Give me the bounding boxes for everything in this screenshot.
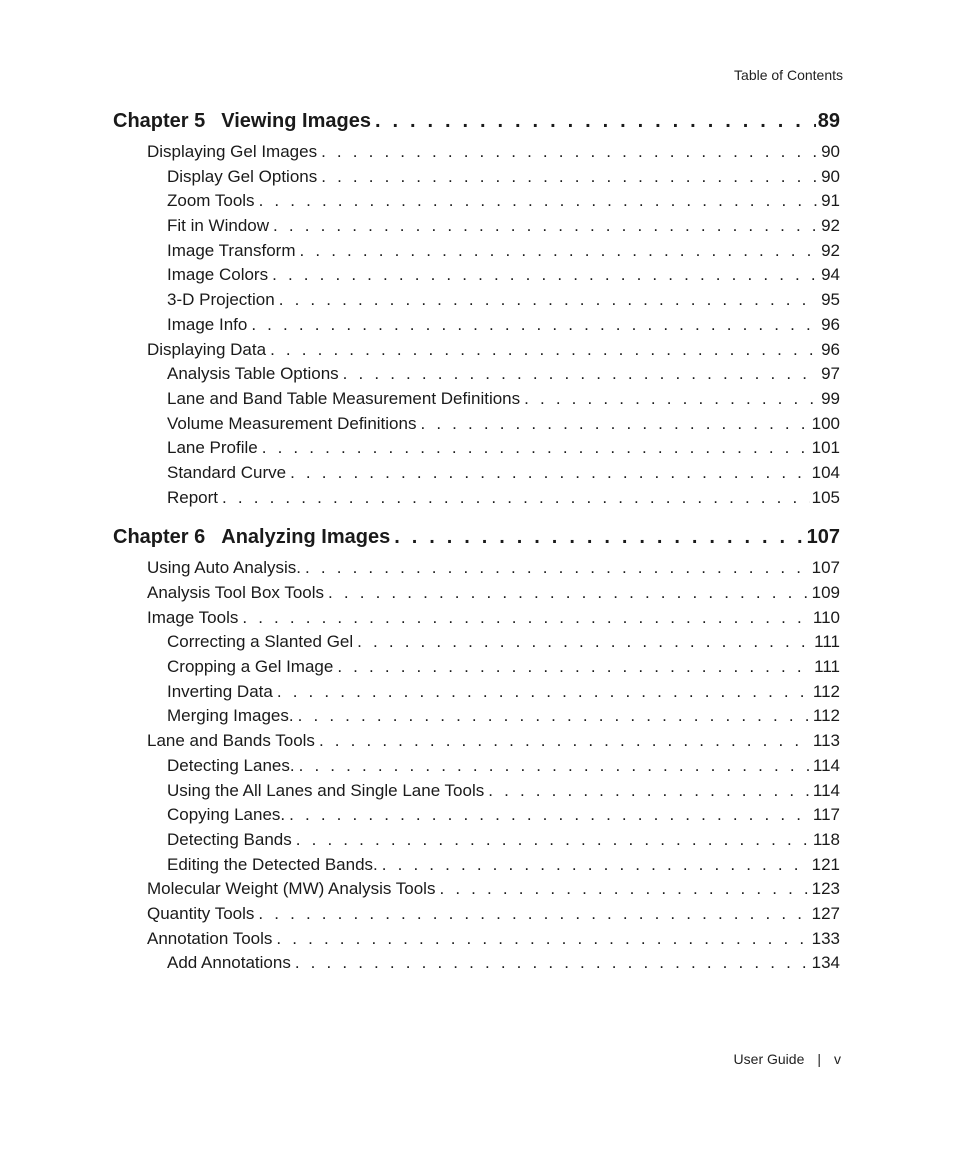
toc-entry-label: Using the All Lanes and Single Lane Tools <box>167 780 485 800</box>
toc-entry-page-number: 107 <box>811 558 840 578</box>
dot-leader <box>328 583 810 603</box>
toc-entry-page-number: 114 <box>812 780 840 800</box>
toc-entry[interactable] <box>113 682 840 707</box>
dot-leader <box>279 290 819 310</box>
toc-entry-label: Cropping a Gel Image <box>167 657 334 677</box>
toc-entry-page-number: 112 <box>812 706 840 726</box>
toc-entry-label: Display Gel Options <box>167 166 318 186</box>
toc-entry-page-number: 96 <box>821 314 840 334</box>
dot-leader <box>337 657 812 677</box>
dot-leader <box>319 731 811 751</box>
dot-leader <box>277 682 811 702</box>
toc-entry[interactable] <box>113 488 840 513</box>
toc-entry[interactable] <box>113 879 840 904</box>
footer-page-number: v <box>834 1051 841 1067</box>
toc-entry-page-number: 127 <box>811 903 840 923</box>
toc-entry-label: Molecular Weight (MW) Analysis Tools <box>147 879 436 899</box>
dot-leader <box>272 265 819 285</box>
toc-entry-page-number: 111 <box>814 632 840 652</box>
toc-entry[interactable] <box>113 756 840 781</box>
toc-entry[interactable] <box>113 805 840 830</box>
toc-entry-label: Image Colors <box>167 265 269 285</box>
dot-leader <box>296 830 811 850</box>
toc-entry-label: Inverting Data <box>167 681 273 701</box>
footer-guide-label: User Guide <box>733 1051 805 1067</box>
dot-leader <box>270 340 819 360</box>
chapter-page-number: 89 <box>817 110 840 132</box>
toc-entry[interactable] <box>113 583 840 608</box>
dot-leader <box>375 110 816 133</box>
dot-leader <box>273 216 819 236</box>
toc-entry-label: Image Tools <box>147 607 239 627</box>
toc-entry-page-number: 133 <box>811 928 840 948</box>
page-footer <box>734 1051 841 1067</box>
toc-entry[interactable] <box>113 167 840 192</box>
toc-entry-label: Lane and Bands Tools <box>147 731 315 751</box>
toc-entry-page-number: 114 <box>812 755 840 775</box>
toc-entry-page-number: 101 <box>811 438 840 458</box>
dot-leader <box>321 167 819 187</box>
toc-entry-label: Analysis Tool Box Tools <box>147 583 325 602</box>
toc-entry[interactable] <box>113 904 840 929</box>
toc-entry-page-number: 92 <box>821 216 840 236</box>
dot-leader <box>251 315 819 335</box>
dot-leader <box>290 463 810 483</box>
toc-entry-page-number: 97 <box>821 364 840 384</box>
toc-entry-page-number: 113 <box>812 731 840 751</box>
toc-entry[interactable] <box>113 463 840 488</box>
toc-entry-page-number: 99 <box>821 388 840 408</box>
toc-entry-label: Analysis Table Options <box>167 364 339 384</box>
toc-entry-page-number: 109 <box>811 583 840 602</box>
toc-entry[interactable] <box>113 389 840 414</box>
toc-entry[interactable] <box>113 855 840 880</box>
toc-entry-page-number: 100 <box>811 413 840 433</box>
toc-entry[interactable] <box>113 142 840 167</box>
dot-leader <box>488 781 811 801</box>
dot-leader <box>420 414 809 434</box>
toc-entry[interactable] <box>113 265 840 290</box>
toc-entry-page-number: 118 <box>812 829 840 849</box>
dot-leader <box>222 488 810 508</box>
toc-entry-page-number: 112 <box>812 681 840 701</box>
toc-entry[interactable] <box>113 558 840 583</box>
toc-entry-label: Quantity Tools <box>147 903 255 923</box>
toc-entry-label: Detecting Bands <box>167 829 292 849</box>
chapter-page-number: 107 <box>806 526 840 549</box>
toc-entry-label: Standard Curve <box>167 462 287 482</box>
toc-entry-label: Report <box>167 487 219 507</box>
toc-entry-page-number: 96 <box>821 339 840 359</box>
toc-entry[interactable] <box>113 340 840 365</box>
toc-entry-page-number: 104 <box>811 462 840 482</box>
dot-leader <box>300 241 820 261</box>
toc-entry-page-number: 92 <box>821 240 840 260</box>
toc-entry-page-number: 134 <box>811 953 840 973</box>
toc-entry-page-number: 110 <box>812 607 840 627</box>
toc-entry-label: Zoom Tools <box>167 191 255 211</box>
toc-entry-label: Lane and Band Table Measurement Definitions <box>167 388 521 408</box>
chapter-5 <box>113 110 840 512</box>
toc-entry[interactable] <box>113 953 840 978</box>
chapter-heading[interactable] <box>113 110 840 142</box>
dot-leader <box>382 855 810 875</box>
chapter-number: Chapter 5 <box>113 110 206 132</box>
toc-entry-label: Correcting a Slanted Gel <box>167 632 354 652</box>
toc-entry-page-number: 111 <box>814 657 840 677</box>
toc-entry-page-number: 95 <box>821 290 840 310</box>
toc-entry-label: Detecting Lanes. <box>167 755 295 775</box>
dot-leader <box>357 632 812 652</box>
dot-leader <box>276 929 809 949</box>
toc-entry-page-number: 117 <box>812 805 840 825</box>
dot-leader <box>258 904 809 924</box>
dot-leader <box>242 608 811 628</box>
toc-entry-page-number: 90 <box>821 142 840 161</box>
toc-entry-label: Lane Profile <box>167 438 258 458</box>
toc-entry[interactable] <box>113 632 840 657</box>
toc-entry-label: Merging Images. <box>167 706 294 726</box>
chapter-entries <box>113 142 840 512</box>
toc-entry-label: Volume Measurement Definitions <box>167 413 417 433</box>
toc-entry[interactable] <box>113 216 840 241</box>
dot-leader <box>439 879 809 899</box>
toc-entry-page-number: 91 <box>821 191 840 211</box>
toc-entry-label: Displaying Data <box>147 339 267 359</box>
chapter-entries <box>113 558 840 978</box>
toc-entry[interactable] <box>113 830 840 855</box>
dot-leader <box>295 953 810 973</box>
toc-entry[interactable] <box>113 191 840 216</box>
dot-leader <box>321 142 819 162</box>
toc-entry[interactable] <box>113 290 840 315</box>
toc-entry-label: Editing the Detected Bands. <box>167 854 378 874</box>
dot-leader <box>524 389 819 409</box>
chapter-title: Analyzing Images <box>221 526 391 549</box>
dot-leader <box>343 364 819 384</box>
chapter-heading[interactable] <box>113 526 840 558</box>
toc-entry[interactable] <box>113 706 840 731</box>
toc-entry-page-number: 105 <box>811 487 840 507</box>
toc-entry-page-number: 121 <box>811 854 840 874</box>
chapter-title: Viewing Images <box>221 110 371 132</box>
toc-entry-label: Displaying Gel Images <box>147 142 318 161</box>
toc-entry[interactable] <box>113 781 840 806</box>
toc-entry-label: Fit in Window <box>167 216 270 236</box>
toc-entry-page-number: 94 <box>821 265 840 285</box>
toc-entry[interactable] <box>113 414 840 439</box>
dot-leader <box>305 558 810 578</box>
dot-leader <box>262 438 810 458</box>
toc-entry-page-number: 90 <box>821 166 840 186</box>
dot-leader <box>259 191 820 211</box>
toc-entry[interactable] <box>113 929 840 954</box>
toc-entry[interactable] <box>113 657 840 682</box>
dot-leader <box>394 526 804 549</box>
toc-entry[interactable] <box>113 241 840 266</box>
chapter-number: Chapter 6 <box>113 526 206 549</box>
running-header: Table of Contents <box>734 67 843 83</box>
toc-entry[interactable] <box>113 608 840 633</box>
footer-separator: | <box>817 1051 821 1067</box>
toc-entry[interactable] <box>113 364 840 389</box>
dot-leader <box>299 756 811 776</box>
toc-entry-label: Image Transform <box>167 240 296 260</box>
chapter-6 <box>113 526 840 978</box>
toc-entry[interactable] <box>113 315 840 340</box>
table-of-contents <box>113 110 840 978</box>
toc-entry[interactable] <box>113 438 840 463</box>
toc-entry[interactable] <box>113 731 840 756</box>
toc-entry-label: Using Auto Analysis. <box>147 558 302 578</box>
toc-entry-label: 3-D Projection <box>167 290 275 310</box>
toc-entry-label: Copying Lanes. <box>167 805 286 825</box>
toc-entry-page-number: 123 <box>811 879 840 899</box>
dot-leader <box>289 805 811 825</box>
toc-entry-label: Image Info <box>167 314 248 334</box>
toc-entry-label: Add Annotations <box>167 953 291 973</box>
toc-entry-label: Annotation Tools <box>147 928 273 948</box>
dot-leader <box>298 706 811 726</box>
